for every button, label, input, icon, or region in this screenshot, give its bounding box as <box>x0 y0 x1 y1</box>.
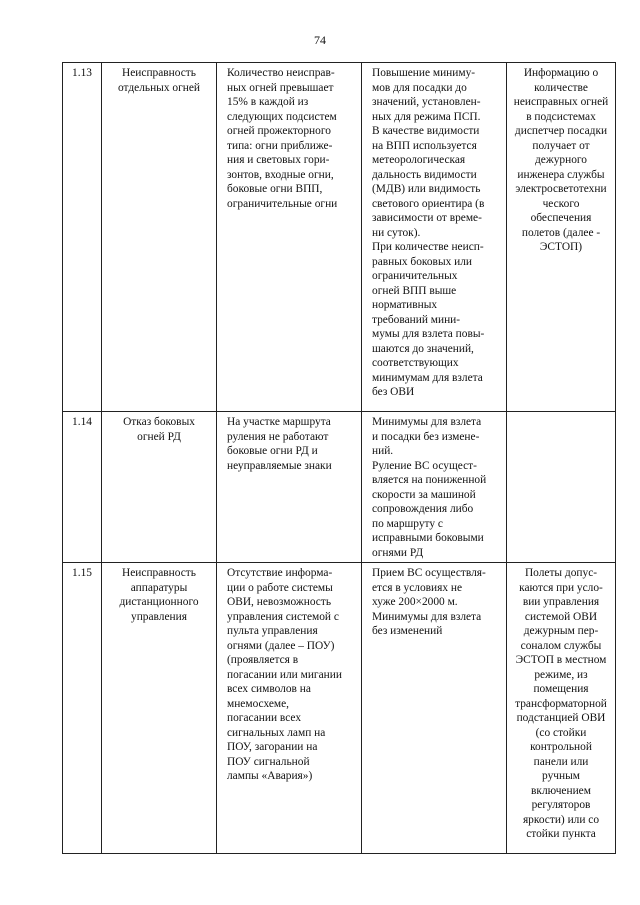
cell-text-line: требований мини- <box>372 313 461 326</box>
cell-text-line: пульта управления <box>227 625 318 637</box>
cell-text-line: полетов (далее - <box>521 226 601 239</box>
malfunction-consequence <box>362 63 507 412</box>
cell-text-line: огнями (далее – ПОУ) <box>227 639 335 652</box>
cell-text-line: ния и световых гори- <box>227 154 330 166</box>
cell-text-line: хуже 200×2000 м. <box>372 596 458 608</box>
cell-text-line: всех символов на <box>227 683 311 695</box>
cell-text-line: ПОУ сигнальной <box>227 755 310 768</box>
cell-text-line: ции о работе системы <box>227 581 333 594</box>
cell-text-line: огней ВПП выше <box>372 284 457 297</box>
row-number: 1.13 <box>63 63 102 412</box>
cell-text-line: управления <box>131 610 187 623</box>
cell-text-line: ется в условиях не <box>372 581 463 594</box>
cell-text-line: подстанцией ОВИ <box>516 712 606 724</box>
cell-text-line: ручным <box>542 770 580 782</box>
cell-text-line: огнями РД <box>372 546 424 559</box>
malfunction-action <box>507 412 616 563</box>
cell-text-line: по маршруту с <box>372 517 443 530</box>
cell-text-line: неуправляемые знаки <box>227 459 332 472</box>
cell-text-line: погасании всех <box>227 712 302 724</box>
cell-text-line: Количество неисправ- <box>227 67 335 79</box>
cell-text-line: типа: огни приближе- <box>227 139 333 152</box>
cell-text-line: без изменений <box>372 625 443 637</box>
cell-text-line: В качестве видимости <box>372 125 480 137</box>
cell-text-line: ЭСТОП) <box>539 241 583 253</box>
cell-text-line: управления системой с <box>227 610 339 623</box>
cell-text-line: Повышение миниму- <box>372 67 476 79</box>
cell-text-line: включением <box>531 784 591 797</box>
cell-text-line: и посадки без измене- <box>372 430 480 443</box>
cell-text-line: яркости) или со <box>522 813 600 826</box>
cell-text-line: ОВИ, невозможность <box>227 596 332 608</box>
malfunction-condition <box>217 563 362 854</box>
table-row <box>63 412 616 563</box>
malfunction-consequence <box>362 412 507 563</box>
cell-text-line: (со стойки <box>535 726 587 739</box>
cell-text-line: (МДВ) или видимость <box>372 183 481 195</box>
cell-text-line: ческого <box>542 197 580 210</box>
cell-text-line: Неисправность <box>122 67 196 79</box>
cell-text-line: сигнальных ламп на <box>227 726 326 739</box>
row-number: 1.15 <box>63 563 102 854</box>
cell-text-line: обеспечения <box>530 212 592 224</box>
cell-text-line: помещения <box>533 683 589 695</box>
cell-text-line: без ОВИ <box>372 386 415 398</box>
cell-text-line: контрольной <box>530 741 592 753</box>
cell-text-line: электросветотехни <box>515 183 607 195</box>
cell-text-line: огней прожекторного <box>227 125 331 137</box>
cell-text-line: следующих подсистем <box>227 110 337 123</box>
cell-text-line: ных огней превышает <box>227 81 334 94</box>
cell-text-line: Руление ВС осущест- <box>372 459 477 472</box>
cell-text-line: Неисправность <box>122 567 196 579</box>
cell-text-line: инженера службы <box>517 168 605 181</box>
cell-text-line: равных боковых или <box>372 255 473 268</box>
cell-text-line: Минимумы для взлета <box>372 416 482 428</box>
cell-text-line: ЭСТОП в местном <box>515 654 607 666</box>
cell-text-line: ограничительные огни <box>227 197 338 210</box>
cell-text-line: сопровождения либо <box>372 503 474 515</box>
cell-text-line: стойки пункта <box>526 828 596 840</box>
cell-text-line: боковые огни РД и <box>227 445 318 457</box>
cell-text-line: зависимости от време- <box>372 212 482 224</box>
cell-text-line: ПОУ, загорании на <box>227 741 318 753</box>
row-number: 1.14 <box>63 412 102 563</box>
malfunction-condition <box>217 412 362 563</box>
malfunction-action <box>507 63 616 412</box>
cell-text-line: При количестве неисп- <box>372 241 484 253</box>
cell-text-line: скорости за машиной <box>372 488 476 501</box>
cell-text-line: регуляторов <box>531 799 591 811</box>
cell-text-line: панели или <box>533 755 589 768</box>
table-row <box>63 563 616 854</box>
cell-text-line: ных для режима ПСП. <box>372 110 481 123</box>
cell-text-line: Минимумы для взлета <box>372 610 482 623</box>
cell-text-line: боковые огни ВПП, <box>227 183 323 195</box>
cell-text-line: дистанционного <box>119 596 199 608</box>
cell-text-line: соналом службы <box>520 639 602 652</box>
cell-text-line: каются при усло- <box>519 581 603 594</box>
cell-text-line: мнемосхеме, <box>227 697 290 710</box>
cell-text-line: вии управления <box>522 596 600 608</box>
cell-text-line: нормативных <box>372 299 438 311</box>
cell-text-line: ний. <box>372 445 394 457</box>
cell-text-line: вляется на пониженной <box>372 474 487 486</box>
cell-text-line: дежурного <box>535 154 587 166</box>
cell-text-line: системой ОВИ <box>524 610 598 623</box>
malfunction-name <box>102 563 217 854</box>
cell-text-line: (проявляется в <box>227 654 299 666</box>
cell-text-line: лампы «Авария») <box>227 770 313 782</box>
cell-text-line: на ВПП используется <box>372 139 477 152</box>
cell-text-line: количестве <box>534 81 588 94</box>
cell-text-line: неисправных огней <box>513 96 609 108</box>
cell-text-line: соответствующих <box>372 357 459 369</box>
cell-text-line: огней РД <box>137 430 181 443</box>
cell-text-line: метеорологическая <box>372 154 466 166</box>
cell-text-line: ограничительных <box>372 270 458 282</box>
cell-text-line: трансформаторной <box>515 697 607 710</box>
cell-text-line: значений, установлен- <box>372 96 481 108</box>
malfunction-name <box>102 412 217 563</box>
cell-text-line: Информацию о <box>523 67 599 79</box>
cell-text-line: мумы для взлета повы- <box>372 328 485 340</box>
cell-text-line: режиме, из <box>534 668 588 681</box>
cell-text-line: минимумам для взлета <box>372 371 483 384</box>
cell-text-line: отдельных огней <box>117 81 200 94</box>
cell-text-line: руления не работают <box>227 430 329 443</box>
malfunction-table <box>62 62 616 854</box>
malfunction-consequence <box>362 563 507 854</box>
cell-text-line: шаются до значений, <box>372 342 474 355</box>
cell-text-line: ни суток). <box>372 226 421 239</box>
cell-text-line: 15% в каждой из <box>227 96 309 108</box>
cell-text-line: исправными боковыми <box>372 532 484 544</box>
cell-text-line: погасании или мигании <box>227 668 342 681</box>
malfunction-condition <box>217 63 362 412</box>
cell-text-line: дежурным пер- <box>523 625 599 637</box>
cell-text-line: дальность видимости <box>372 168 477 181</box>
cell-text-line: аппаратуры <box>130 581 188 594</box>
cell-text-line: получает от <box>532 139 590 152</box>
table-row <box>63 63 616 412</box>
cell-text-line: Отказ боковых <box>123 416 195 428</box>
cell-text-line: зонтов, входные огни, <box>227 168 334 181</box>
cell-text-line: На участке маршрута <box>227 416 331 428</box>
malfunction-action <box>507 563 616 854</box>
cell-text-line: светового ориентира (в <box>372 197 485 210</box>
cell-text-line: диспетчер посадки <box>514 125 608 137</box>
cell-text-line: Полеты допус- <box>524 567 598 579</box>
page-number: 74 <box>314 33 326 47</box>
cell-text-line: мов для посадки до <box>372 81 467 94</box>
malfunction-name <box>102 63 217 412</box>
cell-text-line: в подсистемах <box>526 110 596 123</box>
cell-text-line: Прием ВС осуществля- <box>372 567 486 579</box>
cell-text-line: Отсутствие информа- <box>227 567 333 579</box>
